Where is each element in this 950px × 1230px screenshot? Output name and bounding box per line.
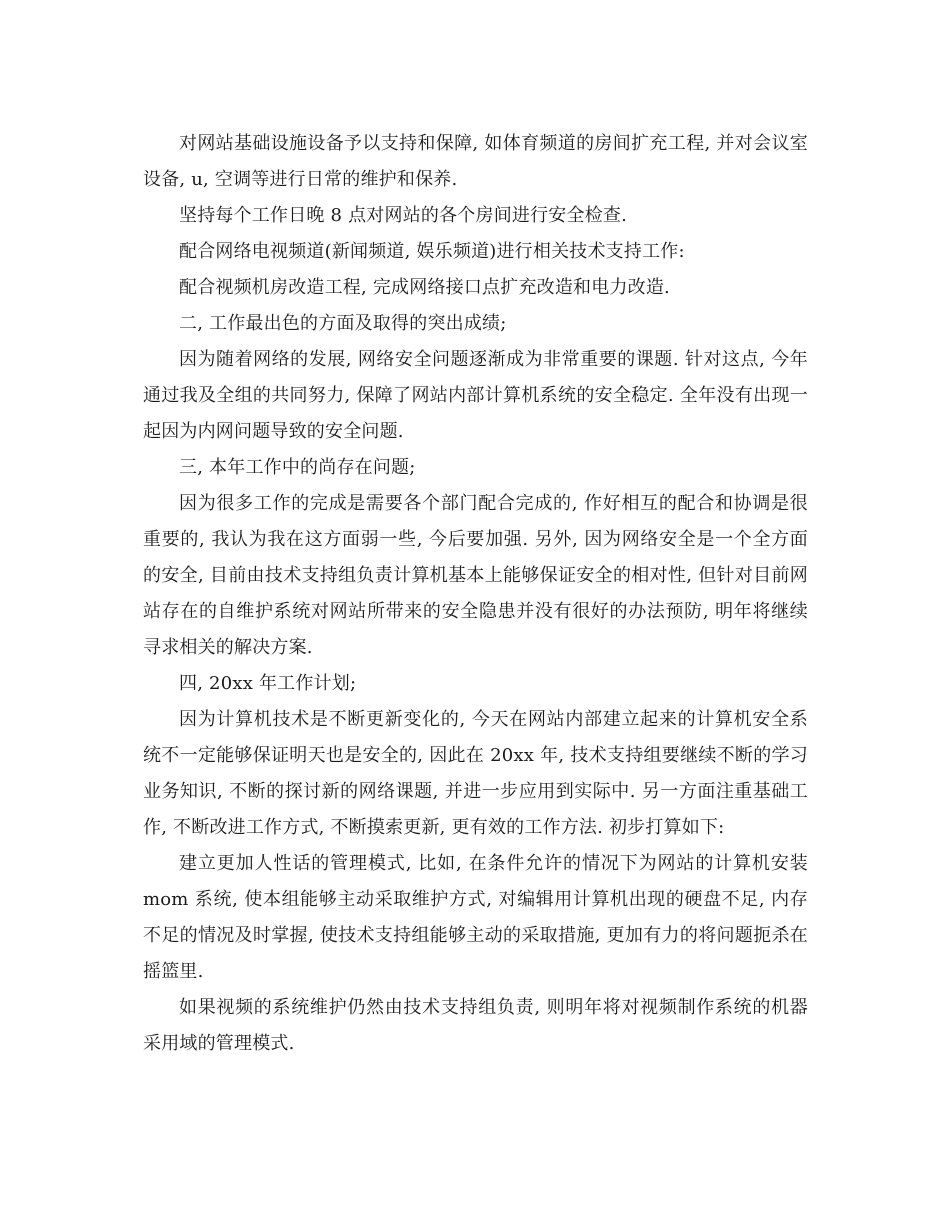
paragraph-5: 因为随着网络的发展, 网络安全问题逐渐成为非常重要的课题. 针对这点, 今年通过我及全组的共同努力, 保障了网站内部计算机系统的安全稳定. 全年没有出现一起因为内网问题导致的安全问题. — [143, 349, 808, 442]
paragraph-9: 如果视频的系统维护仍然由技术支持组负责, 则明年将对视频制作系统的机器采用域的管理模式. — [143, 997, 808, 1054]
section-heading-4: 四, 20xx 年工作计划; — [179, 673, 357, 694]
paragraph-3: 配合网络电视频道(新闻频道, 娱乐频道)进行相关技术支持工作: — [179, 241, 685, 262]
paragraph-1: 对网站基础设施设备予以支持和保障, 如体育频道的房间扩充工程, 并对会议室设备, u, 空调等进行日常的维护和保养. — [143, 133, 808, 190]
paragraph-6: 因为很多工作的完成是需要各个部门配合完成的, 作好相互的配合和协调是很重要的, 我认为我在这方面弱一些, 今后要加强. 另外, 因为网络安全是一个全方面的安全, 目前由技术支持组负责计算机基本上能够保证安全的相对性, 但针对目前网站存在的自维护系统对网站所带来的安全隐患并没有很好的办法预防, 明年将继续寻求相关的解决方案. — [143, 493, 808, 658]
section-heading-2: 二, 工作最出色的方面及取得的突出成绩; — [179, 313, 507, 334]
paragraph-4: 配合视频机房改造工程, 完成网络接口点扩充改造和电力改造. — [179, 277, 670, 298]
paragraph-8: 建立更加人性话的管理模式, 比如, 在条件允许的情况下为网站的计算机安装 mom 系统, 使本组能够主动采取维护方式, 对编辑用计算机出现的硬盘不足, 内存不足的情况及时掌握, 使技术支持组能够主动的采取措施, 更加有力的将问题扼杀在摇篮里. — [143, 853, 808, 982]
paragraph-2: 坚持每个工作日晚 8 点对网站的各个房间进行安全检查. — [179, 205, 628, 226]
section-heading-3: 三, 本年工作中的尚存在问题; — [179, 457, 416, 478]
document-body — [143, 126, 808, 1062]
paragraph-7: 因为计算机技术是不断更新变化的, 今天在网站内部建立起来的计算机安全系统不一定能够保证明天也是安全的, 因此在 20xx 年, 技术支持组要继续不断的学习业务知识, 不断的探讨新的网络课题, 并进一步应用到实际中. 另一方面注重基础工作, 不断改进工作方式, 不断摸索更新, 更有效的工作方法. 初步打算如下: — [143, 709, 808, 838]
